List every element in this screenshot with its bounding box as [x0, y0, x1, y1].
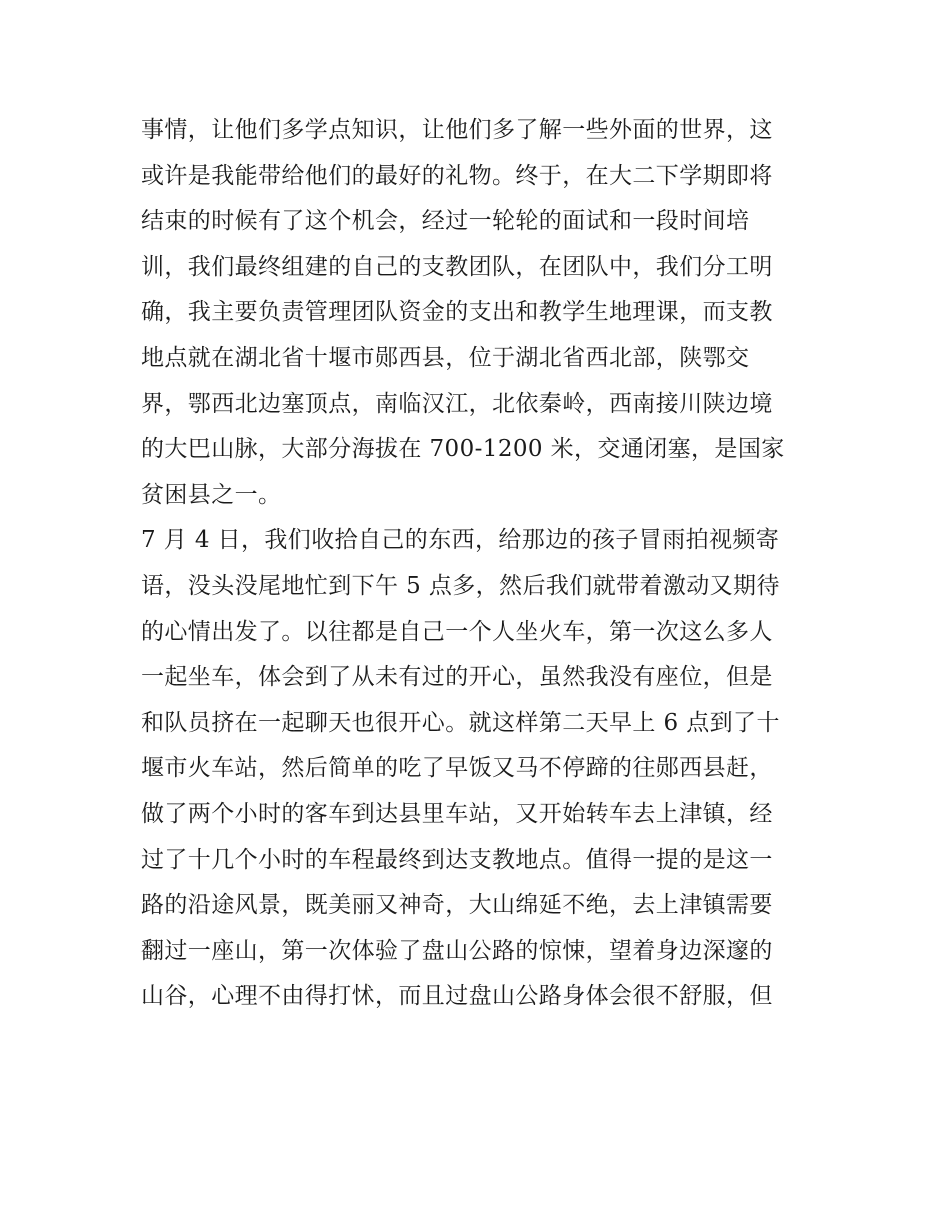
- text-line: 或许是我能带给他们的最好的礼物。终于，在大二下学期即将: [141, 162, 773, 189]
- text-line: 地点就在湖北省十堰市郧西县，位于湖北省西北部，陕鄂交: [141, 344, 750, 371]
- text-line: 的大巴山脉，大部分海拔在 700-1200 米，交通闭塞，是国家: [141, 436, 785, 463]
- text-line: 一起坐车，体会到了从未有过的开心，虽然我没有座位，但是: [141, 664, 773, 691]
- text-line: 7 月 4 日，我们收拾自己的东西，给那边的孩子冒雨拍视频寄: [141, 527, 780, 554]
- text-line: 结束的时候有了这个机会，经过一轮轮的面试和一段时间培: [141, 208, 750, 235]
- text-line: 和队员挤在一起聊天也很开心。就这样第二天早上 6 点到了十: [141, 709, 780, 736]
- text-line: 事情，让他们多学点知识，让他们多了解一些外面的世界，这: [141, 117, 773, 143]
- text-line: 做了两个小时的客车到达县里车站，又开始转车去上津镇，经: [141, 800, 773, 827]
- text-line: 界，鄂西北边塞顶点，南临汉江，北依秦岭，西南接川陕边境: [141, 390, 773, 417]
- text-line: 训，我们最终组建的自己的支教团队，在团队中，我们分工明: [141, 253, 773, 280]
- text-line: 语，没头没尾地忙到下午 5 点多，然后我们就带着激动又期待: [141, 572, 780, 599]
- text-line: 确，我主要负责管理团队资金的支出和教学生地理课，而支教: [141, 299, 773, 326]
- text-line: 堰市火车站，然后简单的吃了早饭又马不停蹄的往郧西县赶，: [141, 755, 773, 782]
- text-line: 的心情出发了。以往都是自己一个人坐火车，第一次这么多人: [141, 618, 773, 645]
- text-line: 路的沿途风景，既美丽又神奇，大山绵延不绝，去上津镇需要: [141, 892, 773, 919]
- text-line: 山谷，心理不由得打怵，而且过盘山公路身体会很不舒服，但: [141, 983, 773, 1010]
- text-line: 过了十几个小时的车程最终到达支教地点。值得一提的是这一: [141, 846, 773, 873]
- text-line: 贫困县之一。: [141, 481, 282, 508]
- body-text: [141, 108, 821, 1020]
- text-line: 翻过一座山，第一次体验了盘山公路的惊悚，望着身边深邃的: [141, 937, 773, 964]
